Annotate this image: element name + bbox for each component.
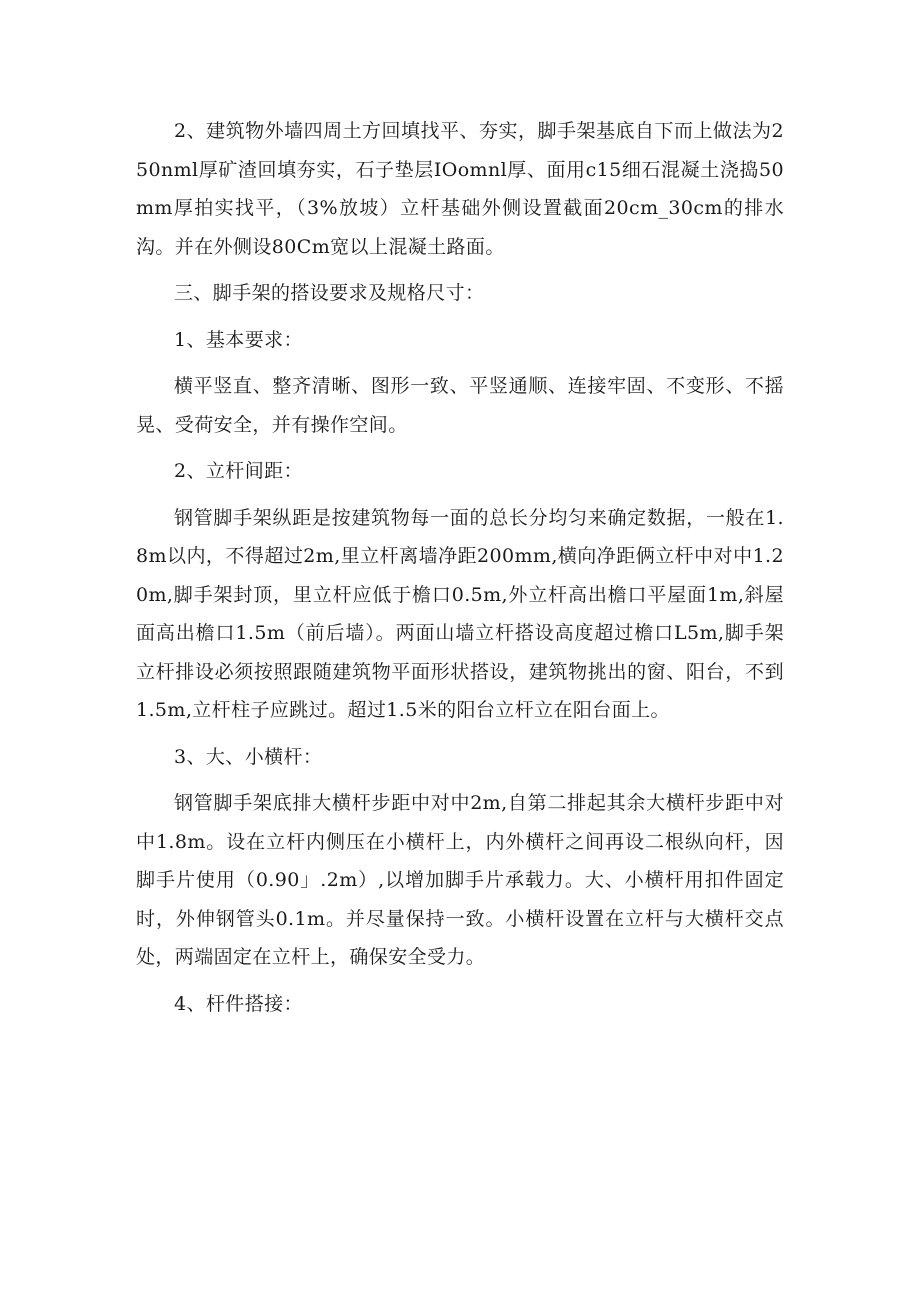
section-heading-requirements: 三、脚手架的搭设要求及规格尺寸： [174, 282, 485, 304]
subheading-pole-spacing: 2、立杆间距： [174, 460, 303, 482]
paragraph-pole-spacing: 钢管脚手架纵距是按建筑物每一面的总长分均匀来确定数据，一般在1.8m以内，不得超过2m,里立杆离墙净距200mm,横向净距俩立杆中对中1.20m,脚手架封顶，里立杆应低于檐口0.5m,外立杆高出檐口平屋面1m,斜屋面高出檐口1.5m（前后墙）。两面山墙立杆搭设高度超过檐口L5m,脚手架立杆排设必须按照跟随建筑物平面形状搭设，建筑物挑出的窗、阳台，不到1.5m,立杆柱子应跳过。超过1.5米的阳台立杆立在阳台面上。 [136, 506, 784, 721]
subheading-basic-requirements: 1、基本要求： [174, 328, 303, 351]
paragraph-foundation: 2、建筑物外墙四周土方回填找平、夯实，脚手架基底自下而上做法为250nml厚矿渣回填夯实，石子垫层IOomnl厚、面用c15细石混凝土浇捣50mm厚拍实找平，（3%放坡）立杆基础外侧设置截面20cm_30cm的排水沟。并在外侧设80Cm宽以上混凝土路面。 [136, 120, 784, 258]
paragraph-crossbars: 钢管脚手架底排大横杆步距中对中2m,自第二排起其余大横杆步距中对中1.8m。设在立杆内侧压在小横杆上，内外横杆之间再设二根纵向杆，因脚手片使用（0.90」.2m）,以增加脚手片承载力。大、小横杆用扣件固定时，外伸钢管头0.1m。并尽量保持一致。小横杆设置在立杆与大横杆交点处，两端固定在立杆上，确保安全受力。 [136, 792, 784, 968]
subheading-member-lapping: 4、杆件搭接： [174, 992, 303, 1015]
paragraph-basic-requirements: 横平竖直、整齐清晰、图形一致、平竖通顺、连接牢固、不变形、不摇晃、受荷安全，并有操作空间。 [136, 375, 784, 436]
document-body [136, 112, 784, 1023]
subheading-crossbars: 3、大、小横杆： [174, 745, 323, 768]
